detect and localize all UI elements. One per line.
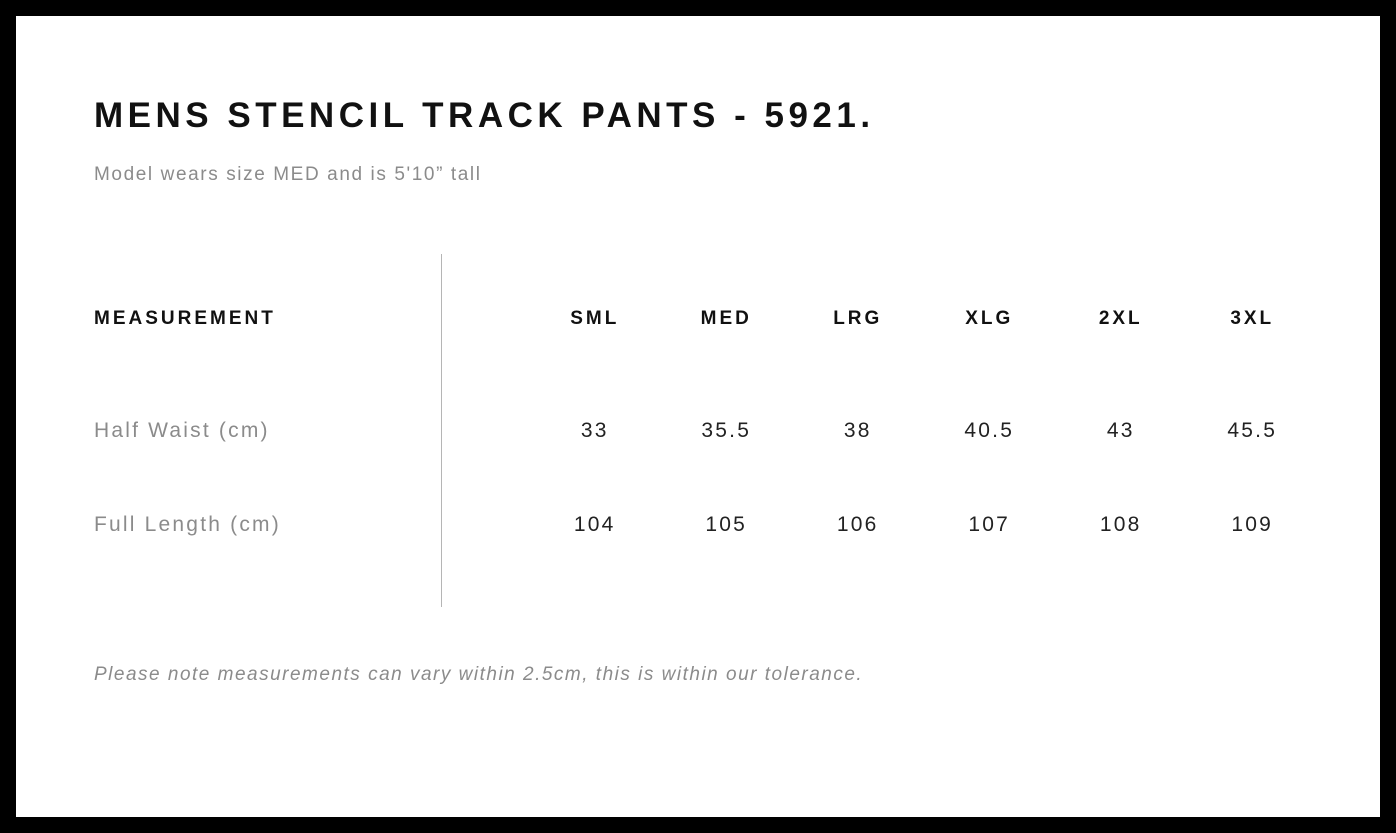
column-header-size-sml: SML <box>570 308 620 329</box>
model-info-subtitle: Model wears size MED and is 5'10” tall <box>94 164 482 185</box>
cell-full-length-2xl: 108 <box>1099 513 1142 536</box>
table-row <box>94 384 1318 478</box>
column-header-size-3xl: 3XL <box>1230 308 1275 329</box>
cell-half-waist-sml: 33 <box>580 419 609 442</box>
row-label-full-length: Full Length (cm) <box>94 513 281 536</box>
cell-full-length-xlg: 107 <box>968 513 1011 536</box>
table-header <box>94 254 1318 384</box>
tolerance-footnote: Please note measurements can vary within 2.5cm, this is within our tolerance. <box>94 664 864 685</box>
page-title: MENS STENCIL TRACK PANTS - 5921. <box>94 96 875 135</box>
column-header-size-2xl: 2XL <box>1098 308 1143 329</box>
cell-full-length-med: 105 <box>705 513 748 536</box>
table-body <box>94 384 1318 572</box>
cell-full-length-sml: 104 <box>573 513 616 536</box>
measurement-table-wrap <box>94 254 1318 572</box>
cell-full-length-3xl: 109 <box>1231 513 1274 536</box>
cell-full-length-lrg: 106 <box>836 513 879 536</box>
table-header-row <box>94 254 1318 384</box>
column-header-measurement: MEASUREMENT <box>94 308 276 329</box>
cell-half-waist-med: 35.5 <box>701 419 752 442</box>
table-row <box>94 478 1318 572</box>
cell-half-waist-xlg: 40.5 <box>964 419 1015 442</box>
cell-half-waist-2xl: 43 <box>1106 419 1135 442</box>
column-header-size-med: MED <box>700 308 752 329</box>
cell-half-waist-3xl: 45.5 <box>1227 419 1278 442</box>
cell-half-waist-lrg: 38 <box>843 419 872 442</box>
vertical-divider <box>441 254 442 607</box>
measurement-table <box>94 254 1318 572</box>
column-header-size-lrg: LRG <box>833 308 883 329</box>
size-chart-content <box>94 96 1318 777</box>
column-header-size-xlg: XLG <box>965 308 1014 329</box>
row-label-half-waist: Half Waist (cm) <box>94 419 270 442</box>
size-chart-card <box>16 16 1380 817</box>
